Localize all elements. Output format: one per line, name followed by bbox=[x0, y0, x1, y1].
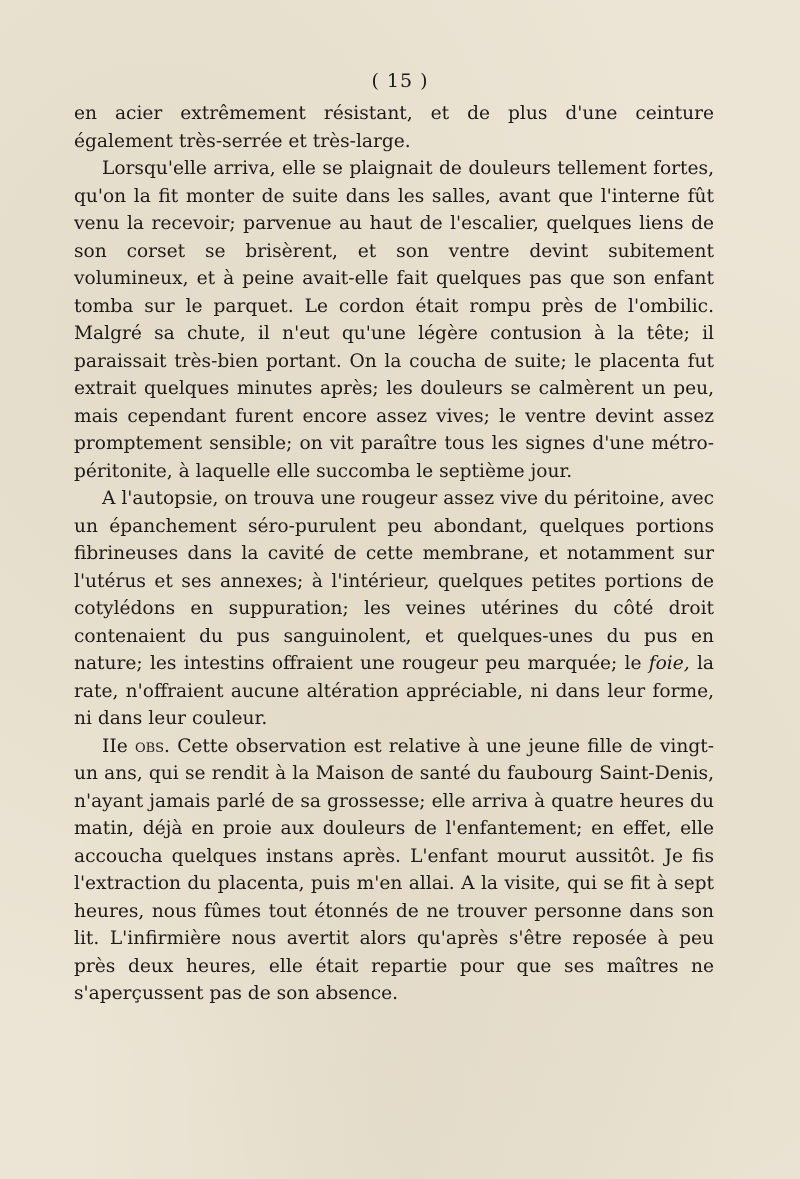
paragraph-3-italic-word: foie, bbox=[648, 653, 690, 674]
paragraph-4 bbox=[74, 733, 714, 1008]
observation-number: IIe bbox=[102, 735, 128, 757]
paragraph-3 bbox=[74, 485, 714, 733]
body-text bbox=[74, 100, 714, 1008]
paragraph-1: en acier extrêmement résistant, et de plus d'une ceinture également très-serrée et très-large. bbox=[74, 103, 714, 152]
page-number: ( 15 ) bbox=[371, 70, 429, 92]
paragraph-2: Lorsqu'elle arriva, elle se plaignait de douleurs tellement fortes, qu'on la fit monter de suite dans les salles, avant que l'interne fût venu la recevoir; parvenue au haut de l'escalier, quelques liens de son corset se brisèrent, et son ventre devint subitement volumineux, et à peine avait-elle fait quelques pas que son enfant tomba sur le parquet. Le cordon était rompu près de l'ombilic. Malgré sa chute, il n'eut qu'une légère contusion à la tête; il paraissait très-bien portant. On la coucha de suite; le placenta fut extrait quelques minutes après; les douleurs se calmèrent un peu, mais cependant furent encore assez vives; le ventre devint assez promptement sensible; on vit paraître tous les signes d'une métro-péritonite, à laquelle elle succomba le septième jour. bbox=[74, 158, 714, 482]
paragraph-3-text-before: A l'autopsie, on trouva une rougeur assez vive du péritoine, avec un épanchement séro-purulent peu abondant, quelques portions fibrineuses dans la cavité de cette membrane, et notamment sur l'utérus et ses annexes; à l'intérieur, quelques petites portions de cotylédons en suppuration; les veines utérines du côté droit contenaient du pus sanguinolent, et quelques-unes du pus en nature; les intestins offraient une rougeur peu marquée; le bbox=[74, 488, 714, 674]
paragraph-4-text: Cette observation est relative à une jeune fille de vingt-un ans, qui se rendit à la Maison de santé du faubourg Saint-Denis, n'ayant jamais parlé de sa grossesse; elle arriva à quatre heures du matin, déjà en proie aux douleurs de l'enfantement; en effet, elle accoucha quelques instans après. L'enfant mourut aussitôt. Je fis l'extraction du placenta, puis m'en allai. A la visite, qui se fit à sept heures, nous fûmes tout étonnés de ne trouver personne dans son lit. L'infirmière nous avertit alors qu'après s'être reposée à peu près deux heures, elle était repartie pour que ses maîtres ne s'aperçussent pas de son absence. bbox=[74, 735, 714, 1004]
paragraph-3-text-after: la rate, n'offraient aucune altération appréciable, ni dans leur forme, ni dans leur couleur. bbox=[74, 653, 714, 729]
observation-label: obs. bbox=[134, 735, 170, 757]
